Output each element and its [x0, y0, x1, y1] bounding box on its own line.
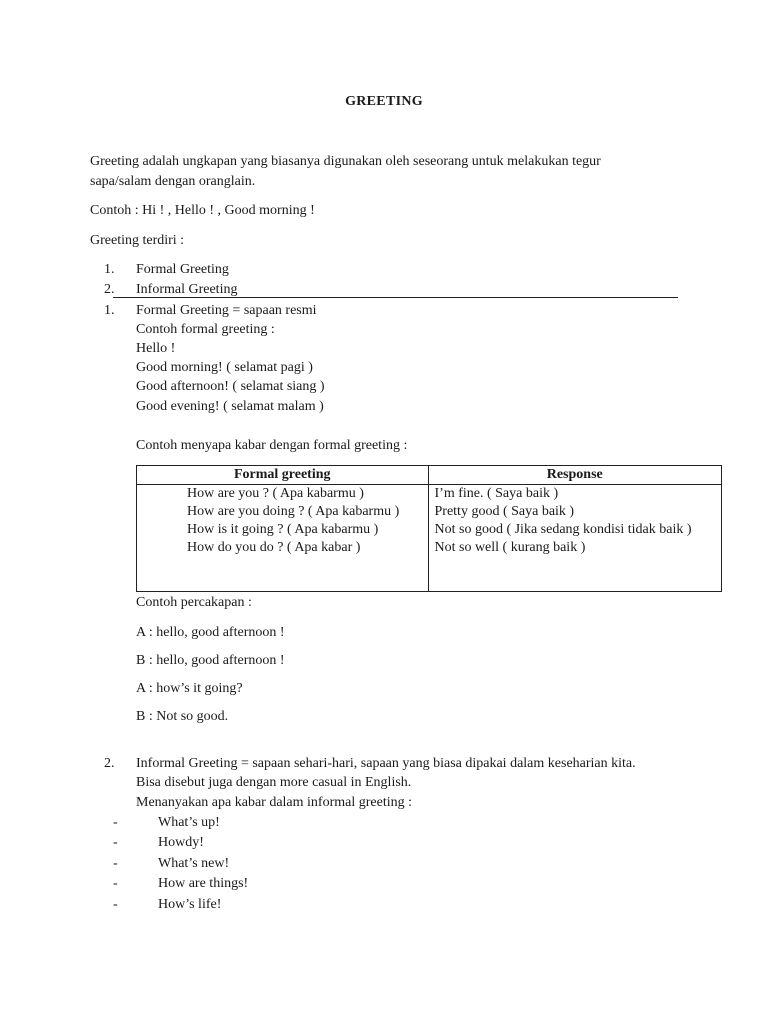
greeting-phrase: How are you doing ? ( Apa kabarmu ) — [187, 504, 400, 519]
greeting-phrase: How are you ? ( Apa kabarmu ) — [187, 486, 364, 501]
greeting-phrase: How is it going ? ( Apa kabarmu ) — [187, 522, 379, 537]
document-title: GREETING — [345, 94, 423, 109]
formal-line: Good afternoon! ( selamat siang ) — [136, 379, 325, 394]
table-header-row — [137, 466, 722, 485]
formal-line: Good evening! ( selamat malam ) — [136, 399, 324, 414]
table-cell-greetings — [137, 485, 429, 592]
informal-item: What’s up! — [158, 815, 220, 830]
divider-line — [113, 297, 678, 298]
bullet-dash: - — [113, 835, 118, 850]
informal-section-number: 2. — [104, 756, 115, 771]
types-list-item — [104, 260, 115, 279]
table-row — [137, 485, 722, 592]
informal-item: How are things! — [158, 876, 249, 891]
response-phrase: Pretty good ( Saya baik ) — [434, 504, 575, 519]
table-header-formal: Formal greeting — [137, 466, 429, 485]
list-number: 1. — [104, 262, 115, 277]
conversation-line: A : how’s it going? — [136, 681, 243, 696]
intro-example: Contoh : Hi ! , Hello ! , Good morning ! — [90, 203, 315, 218]
bullet-dash: - — [113, 856, 118, 871]
intro-line-1: Greeting adalah ungkapan yang biasanya digunakan oleh seseorang untuk melakukan tegur — [90, 154, 601, 169]
informal-item: What’s new! — [158, 856, 230, 871]
formal-greeting-table — [136, 465, 722, 592]
formal-heading: Formal Greeting = sapaan resmi — [136, 303, 317, 318]
types-item-informal: Informal Greeting — [136, 282, 238, 297]
formal-line: Contoh formal greeting : — [136, 322, 275, 337]
formal-section-number: 1. — [104, 303, 115, 318]
table-intro: Contoh menyapa kabar dengan formal greeting : — [136, 438, 408, 453]
response-phrase: Not so good ( Jika sedang kondisi tidak baik ) — [434, 522, 692, 537]
greeting-phrase: How do you do ? ( Apa kabar ) — [187, 540, 361, 555]
formal-line: Hello ! — [136, 341, 176, 356]
types-item-formal: Formal Greeting — [136, 262, 229, 277]
table-header-response: Response — [428, 466, 722, 485]
intro-line-2: sapa/salam dengan oranglain. — [90, 174, 256, 189]
conversation-line: B : hello, good afternoon ! — [136, 653, 285, 668]
informal-item: Howdy! — [158, 835, 204, 850]
response-phrase: Not so well ( kurang baik ) — [434, 540, 586, 555]
informal-item: How’s life! — [158, 897, 222, 912]
bullet-dash: - — [113, 897, 118, 912]
response-phrase: I’m fine. ( Saya baik ) — [434, 486, 559, 501]
formal-line: Good morning! ( selamat pagi ) — [136, 360, 313, 375]
informal-heading: Informal Greeting = sapaan sehari-hari, sapaan yang biasa dipakai dalam keseharian kita. — [136, 756, 636, 771]
conversation-line: A : hello, good afternoon ! — [136, 625, 285, 640]
informal-line: Menanyakan apa kabar dalam informal greeting : — [136, 795, 412, 810]
bullet-dash: - — [113, 876, 118, 891]
intro-types-label: Greeting terdiri : — [90, 233, 185, 248]
conversation-intro: Contoh percakapan : — [136, 595, 252, 610]
conversation-line: B : Not so good. — [136, 709, 229, 724]
informal-line: Bisa disebut juga dengan more casual in English. — [136, 775, 412, 790]
table-cell-responses — [428, 485, 722, 592]
list-number: 2. — [104, 282, 115, 297]
bullet-dash: - — [113, 815, 118, 830]
